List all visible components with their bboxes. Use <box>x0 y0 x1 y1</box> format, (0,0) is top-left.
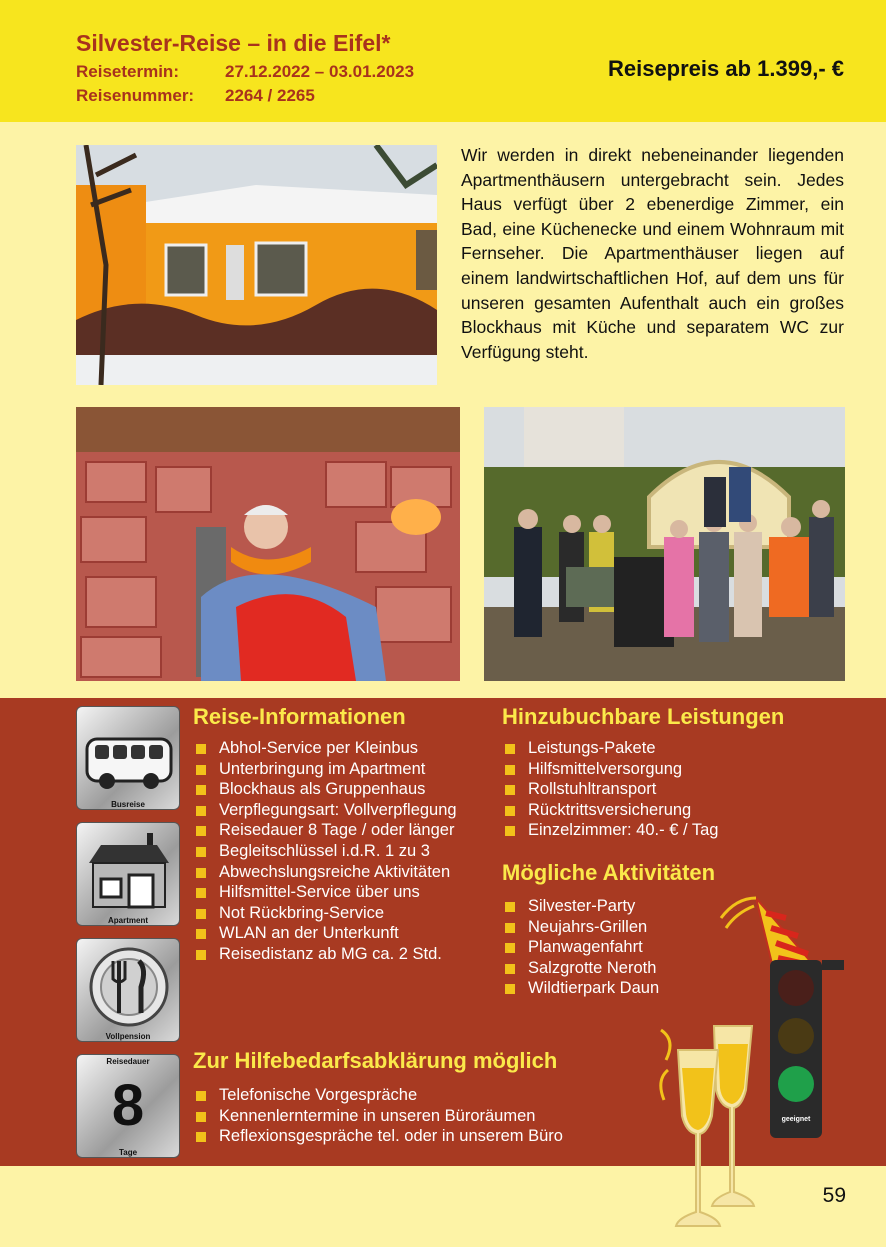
list-item: Kennenlerntermine in unseren Büroräumen <box>196 1106 563 1127</box>
list-item: Planwagenfahrt <box>505 937 659 958</box>
list-item: Unterbringung im Apartment <box>196 759 457 780</box>
list-item: Silvester-Party <box>505 896 659 917</box>
list-item: WLAN an der Unterkunft <box>196 923 457 944</box>
house-icon <box>77 823 181 913</box>
bus-caption: Busreise <box>111 800 145 809</box>
meal-caption: Vollpension <box>105 1032 151 1041</box>
list-item: Hilfsmittel-Service über uns <box>196 882 457 903</box>
list-item: Neujahrs-Grillen <box>505 917 659 938</box>
list-item: Verpflegungsart: Vollverpflegung <box>196 800 457 821</box>
traffic-light-pole <box>822 960 844 970</box>
trip-number-value: 2264 / 2265 <box>225 86 315 105</box>
duration-card <box>76 1054 180 1158</box>
list-item: Salzgrotte Neroth <box>505 958 659 979</box>
hinzu-list <box>505 738 718 841</box>
list-item: Einzelzimmer: 40.- € / Tag <box>505 820 718 841</box>
photo-group-wagon <box>484 407 845 681</box>
trip-date-value: 27.12.2022 – 03.01.2023 <box>225 62 415 81</box>
trip-date-row <box>76 62 414 82</box>
trip-number-row <box>76 86 315 106</box>
list-item: Rollstuhltransport <box>505 779 718 800</box>
hilfe-list <box>196 1085 563 1147</box>
bus-card <box>76 706 180 810</box>
page-number: 59 <box>822 1184 846 1207</box>
photo-salt-grotto <box>76 407 460 681</box>
duration-caption-bottom: Tage <box>118 1148 138 1157</box>
header-banner <box>0 0 886 122</box>
list-item: Leistungs-Pakete <box>505 738 718 759</box>
aktiv-title: Mögliche Aktivitäten <box>502 860 716 885</box>
apartment-caption: Apartment <box>107 916 148 925</box>
list-item: Reflexionsgespräche tel. oder in unserem Büro <box>196 1126 563 1147</box>
reise-info-list <box>196 738 457 965</box>
list-item: Abhol-Service per Kleinbus <box>196 738 457 759</box>
list-item: Begleitschlüssel i.d.R. 1 zu 3 <box>196 841 457 862</box>
list-item: Reisedistanz ab MG ca. 2 Std. <box>196 944 457 965</box>
list-item: Abwechslungsreiche Aktivitäten <box>196 862 457 883</box>
traffic-light-label: geeignet <box>781 1116 811 1123</box>
trip-price: Reisepreis ab 1.399,- € <box>607 56 844 81</box>
list-item: Hilfsmittelversorgung <box>505 759 718 780</box>
champagne-glasses-icon <box>656 1020 766 1232</box>
trip-date-label: Reisetermin: <box>76 62 179 81</box>
list-item: Reisedauer 8 Tage / oder länger <box>196 820 457 841</box>
traffic-light <box>770 960 822 1138</box>
trip-number-label: Reisenummer: <box>76 86 195 105</box>
list-item: Rücktrittsversicherung <box>505 800 718 821</box>
plate-cutlery-icon <box>77 939 181 1029</box>
duration-caption-top: Reisedauer <box>106 1057 150 1066</box>
list-item: Telefonische Vorgespräche <box>196 1085 563 1106</box>
apartment-card <box>76 822 180 926</box>
meal-card <box>76 938 180 1042</box>
reise-info-title: Reise-Informationen <box>193 704 406 729</box>
trip-title: Silvester-Reise – in die Eifel* <box>76 30 391 56</box>
red-lamp <box>778 970 814 1006</box>
hilfe-title: Zur Hilfebedarfsabklärung möglich <box>193 1048 558 1073</box>
amber-lamp <box>778 1018 814 1054</box>
photo-apartment-house <box>76 145 437 385</box>
aktiv-list <box>505 896 659 999</box>
green-lamp <box>778 1066 814 1102</box>
duration-number: 8 <box>111 1073 145 1138</box>
list-item: Blockhaus als Gruppenhaus <box>196 779 457 800</box>
list-item: Not Rückbring-Service <box>196 903 457 924</box>
bus-icon <box>77 707 181 797</box>
intro-text: Wir werden in direkt nebeneinander liegenden Apartmenthäusern untergebracht sein. Jedes Haus verfügt über 2 ebenerdige Zimmer, ein Bad, eine Küchenecke und einem Wohnraum mit Fernseher. Die Apartmenthäuser liegen auf einem landwirtschaftlichen Hof, auf dem uns für unseren gesamten Aufenthalt auch ein großes Blockhaus mit Küche und separatem WC zur Verfügung steht. <box>461 145 844 362</box>
list-item: Wildtierpark Daun <box>505 978 659 999</box>
hinzu-title: Hinzubuchbare Leistungen <box>502 704 785 729</box>
